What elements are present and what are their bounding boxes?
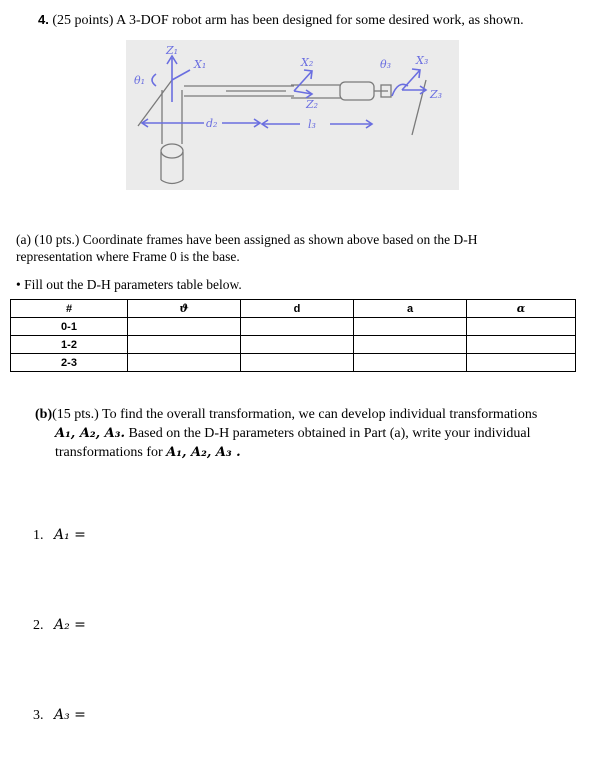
label-z3: Z₃ [430, 88, 443, 101]
dh-cell[interactable] [241, 318, 354, 336]
question-number: 4. [38, 12, 49, 27]
label-z1: Z₁ [166, 44, 179, 57]
dh-header-index: # [11, 300, 128, 318]
label-z2: Z₂ [306, 98, 319, 111]
part-b-line3 [35, 443, 575, 462]
label-l3: l₃ [308, 118, 316, 131]
part-b-text [35, 405, 575, 462]
table-row [11, 336, 576, 354]
part-a-line2: representation where Frame 0 is the base. [16, 249, 240, 264]
dh-parameters-table [10, 299, 576, 372]
label-d2: d₂ [206, 117, 218, 130]
part-b-line2-text: Based on the D-H parameters obtained in Part (a), write your individual [124, 426, 531, 441]
label-theta1: θ₁ [134, 74, 146, 87]
robot-base [161, 90, 183, 184]
part-b-line3-text: transformations for [55, 445, 167, 460]
answer-expr: A₂ = [54, 617, 86, 633]
dh-cell[interactable] [241, 354, 354, 372]
answer-number: 1. [33, 528, 44, 543]
label-x3: X₃ [416, 54, 429, 67]
answer-number: 2. [33, 618, 44, 633]
part-a-line1: (a) (10 pts.) Coordinate frames have been assigned as shown above based on the D-H [16, 232, 478, 247]
dh-cell[interactable] [128, 336, 241, 354]
label-x2: X₂ [301, 56, 314, 69]
dh-header-theta: ϑ [128, 300, 241, 318]
dh-cell[interactable] [128, 354, 241, 372]
dh-row-label: 1-2 [11, 336, 128, 354]
dh-row-label: 0-1 [11, 318, 128, 336]
dh-cell[interactable] [241, 336, 354, 354]
answer-a1[interactable] [33, 527, 86, 544]
part-b-label: (b) [35, 407, 53, 422]
label-x1: X₁ [194, 58, 207, 71]
answer-number: 3. [33, 708, 44, 723]
dh-header-d: d [241, 300, 354, 318]
label-theta3: θ₃ [380, 58, 392, 71]
dh-cell[interactable] [467, 354, 576, 372]
dh-cell[interactable] [128, 318, 241, 336]
answer-expr: A₁ = [54, 527, 86, 543]
part-a-bullet: • Fill out the D-H parameters table below. [16, 277, 242, 292]
dh-cell[interactable] [354, 354, 467, 372]
part-b-matrices: A₁, A₂, A₃. [55, 426, 125, 441]
dh-header-a: a [354, 300, 467, 318]
table-row [11, 354, 576, 372]
answer-expr: A₃ = [54, 707, 86, 723]
dh-cell[interactable] [467, 336, 576, 354]
dh-cell[interactable] [354, 336, 467, 354]
robot-link [138, 80, 426, 135]
dh-cell[interactable] [467, 318, 576, 336]
robot-arm-figure [126, 40, 459, 190]
part-b-matrices-end: A₁, A₂, A₃ . [166, 445, 241, 460]
question-header [38, 12, 524, 29]
table-row [11, 318, 576, 336]
part-b-line2 [35, 424, 575, 443]
question-text: (25 points) A 3-DOF robot arm has been designed for some desired work, as shown. [52, 13, 524, 28]
answer-a3[interactable] [33, 707, 86, 724]
dh-header-row [11, 300, 576, 318]
dh-cell[interactable] [354, 318, 467, 336]
answer-a2[interactable] [33, 617, 86, 634]
dh-row-label: 2-3 [11, 354, 128, 372]
part-b-line1: (15 pts.) To find the overall transformation, we can develop individual transformations [52, 407, 538, 422]
dh-header-alpha: α [467, 300, 576, 318]
